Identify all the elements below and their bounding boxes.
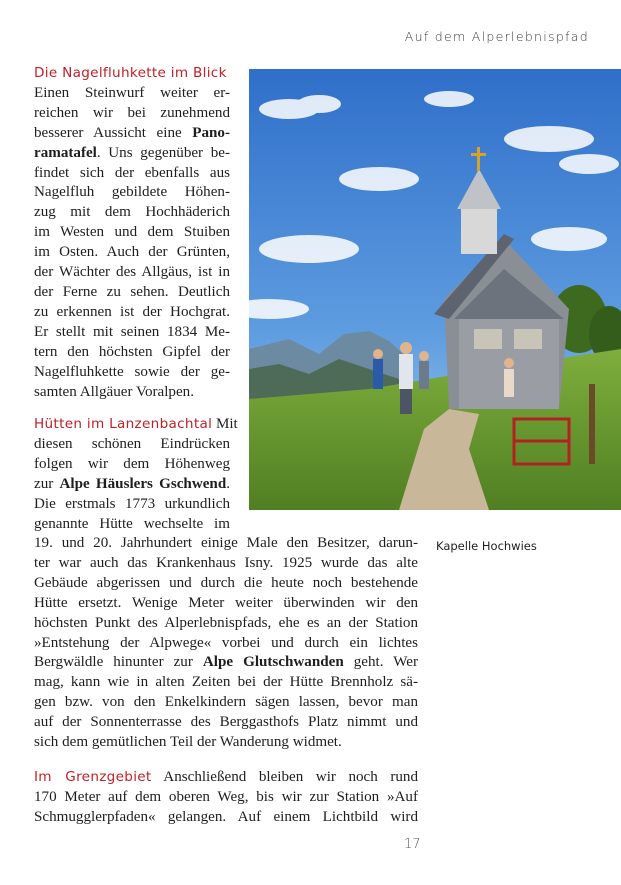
text-line: der Wächter des Allgäus, ist in: [34, 264, 230, 281]
text-line: genannte Hütte wechselte im: [34, 515, 230, 532]
text-line: reichen wir bei zunehmend: [34, 104, 230, 121]
text-line: höchsten Punkt des Alperlebnispfads, ehe es an der Station: [34, 614, 418, 631]
text-line: zug mit dem Hochhäderich: [34, 204, 230, 221]
text-line: Gebäude abgerissen und durch die heute noch bestehende: [34, 574, 418, 591]
text-line: ramatafel. Uns gegenüber be-: [34, 144, 230, 161]
text-line: Hütte ersetzt. Wenige Meter weiter überwinden wir den: [34, 594, 418, 611]
text-line: besserer Aussicht eine Pano-: [34, 124, 230, 141]
section-huetten: [34, 415, 238, 534]
text-line: 19. und 20. Jahrhundert einige Male den Besitzer, darun-: [34, 535, 418, 551]
section-heading: Hütten im Lanzenbachtal: [34, 416, 213, 432]
page-number: 17: [404, 837, 421, 852]
text-line: zur Alpe Häuslers Gschwend.: [34, 475, 230, 492]
text-line: sich dem gemütlichen Teil der Wanderung widmet.: [34, 734, 342, 751]
text-line: folgen wir dem Höhenweg: [34, 455, 230, 472]
text-line: Einen Steinwurf weiter er-: [34, 84, 230, 101]
text-line: der Ferne zu sehen. Deutlich: [34, 283, 230, 300]
section-huetten-wide: [34, 534, 418, 753]
text-line: Die erstmals 1773 urkundlich: [34, 495, 230, 512]
text-line: Er stellt mit seinen 1834 Me-: [34, 323, 230, 340]
text-line: mag, kann wie in alten Zeiten bei der Hütte Brennholz sä-: [34, 674, 418, 691]
text-line: diesen schönen Eindrücken: [34, 435, 230, 452]
text-line: gen bzw. von den Enkelkindern sägen lassen, bevor man: [34, 694, 418, 711]
text-line: Hütten im Lanzenbachtal Mit: [34, 416, 238, 432]
section-heading: Die Nagelfluhkette im Blick: [34, 65, 227, 81]
chapel-photo: [249, 69, 621, 510]
section-grenzgebiet: [34, 768, 418, 828]
text-line: 170 Meter auf dem oberen Weg, bis wir zur Station »Auf: [34, 788, 418, 805]
text-line: Bergwäldle hinunter zur Alpe Glutschwanden geht. Wer: [34, 654, 418, 671]
text-line: Schmugglerpfaden« gelangen. Auf einem Lichtbild wird: [34, 808, 418, 825]
text-line: Im Grenzgebiet Anschließend bleiben wir noch rund: [34, 769, 418, 785]
text-line: im Westen und dem Stuiben: [34, 224, 230, 241]
text-line: zu erkennen ist der Hochgrat.: [34, 303, 230, 320]
photo-caption: Kapelle Hochwies: [436, 539, 537, 553]
text-line: Nagelfluhkette sowie der ge-: [34, 363, 230, 380]
text-line: tern den höchsten Gipfel der: [34, 343, 230, 360]
text-line: findet sich der ebenfalls aus: [34, 164, 230, 181]
text-line: ter war auch das Krankenhaus Isny. 1925 wurde das alte: [34, 554, 418, 571]
section-heading: Im Grenzgebiet: [34, 769, 152, 785]
running-head: Auf dem Alperlebnispfad: [404, 29, 589, 44]
section-nagelfluhkette: [34, 64, 230, 402]
text-line: samten Allgäuer Voralpen.: [34, 383, 194, 400]
text-line: auf der Sonnenterrasse des Berggasthofs Platz nimmt und: [34, 714, 418, 731]
text-line: im Osten. Auch der Grünten,: [34, 244, 230, 261]
text-line: »Entstehung der Alpwege« vorbei und durch ein lichtes: [34, 634, 418, 651]
text-line: Nagelfluh gebildete Höhen-: [34, 184, 230, 201]
